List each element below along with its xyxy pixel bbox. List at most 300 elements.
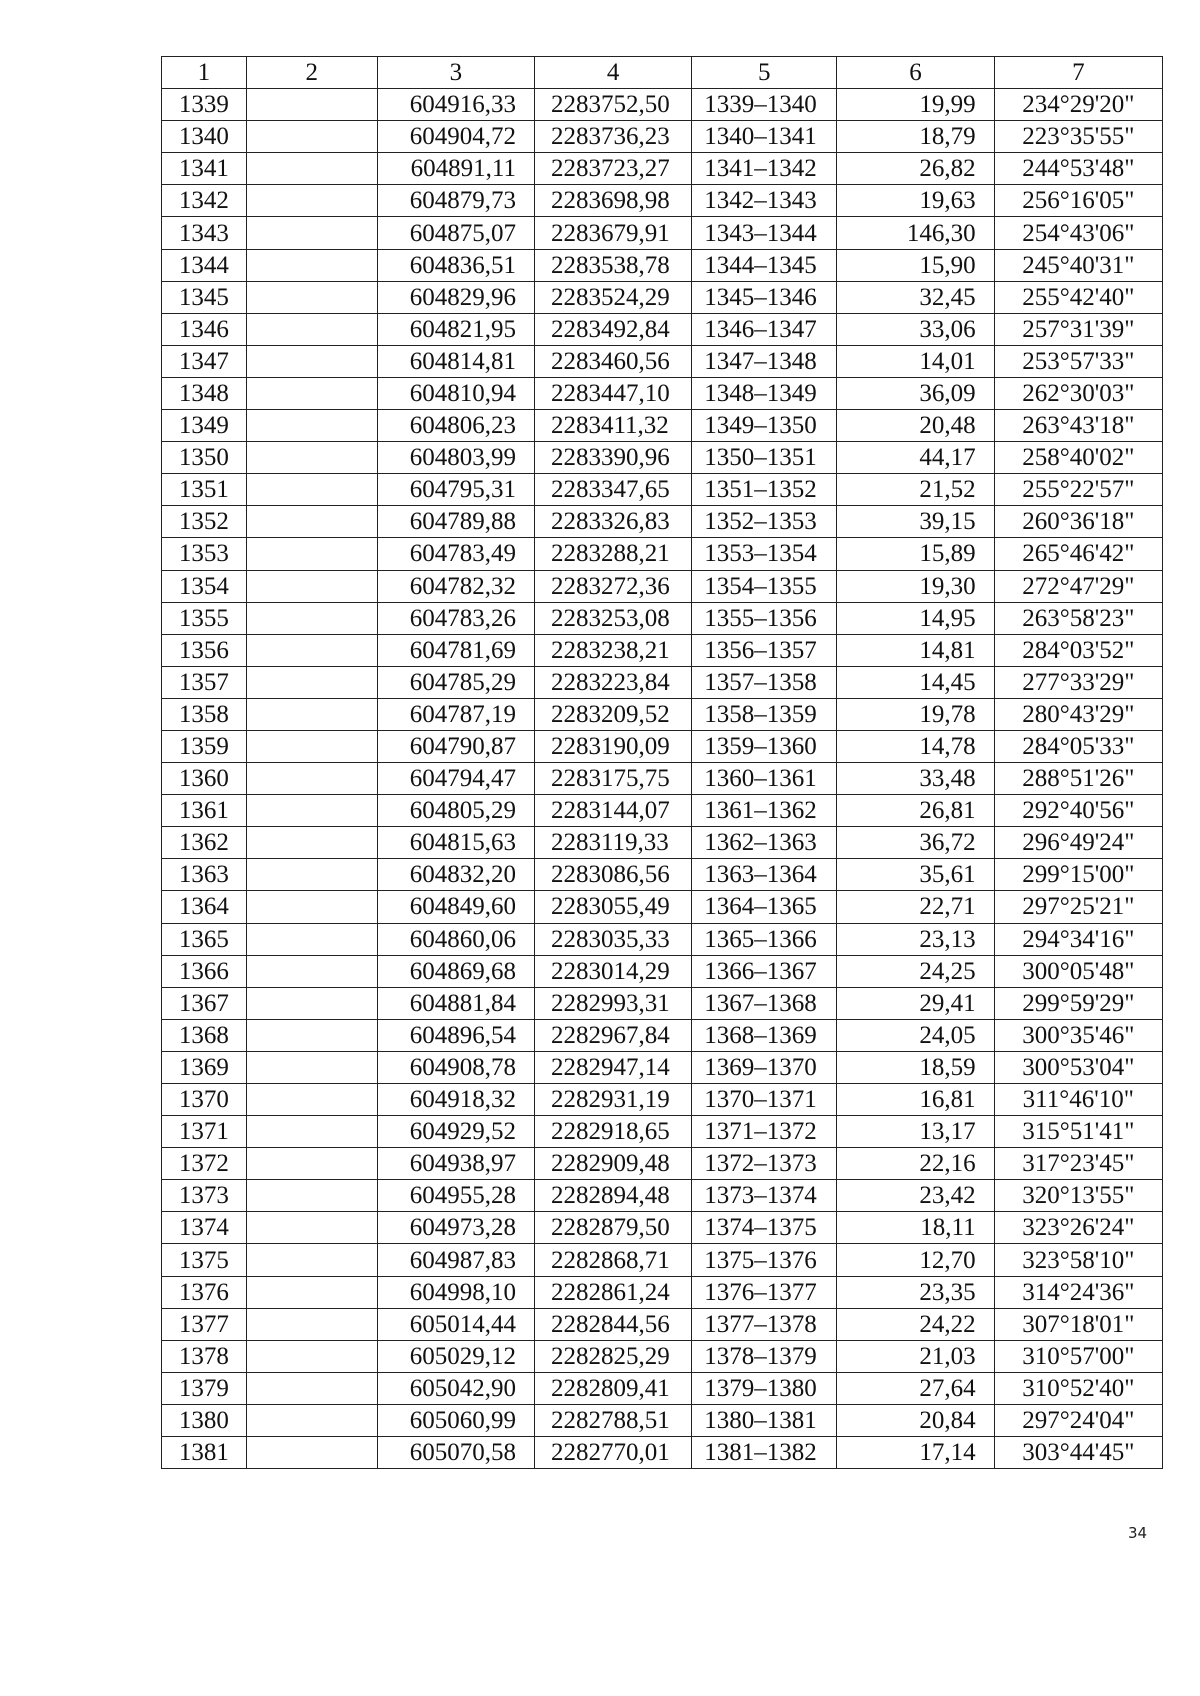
- cell-column-2: [246, 955, 377, 987]
- cell-bearing: 310°57'00": [994, 1340, 1162, 1372]
- cell-column-2: [246, 281, 377, 313]
- cell-x-coordinate: 604929,52: [377, 1116, 534, 1148]
- cell-bearing: 284°05'33": [994, 730, 1162, 762]
- cell-x-coordinate: 604987,83: [377, 1244, 534, 1276]
- cell-bearing: 263°58'23": [994, 602, 1162, 634]
- cell-segment: 1379–1380: [692, 1372, 837, 1404]
- cell-length: 22,16: [837, 1148, 994, 1180]
- cell-bearing: 317°23'45": [994, 1148, 1162, 1180]
- cell-x-coordinate: 604790,87: [377, 730, 534, 762]
- cell-y-coordinate: 2283698,98: [534, 185, 691, 217]
- cell-segment: 1375–1376: [692, 1244, 837, 1276]
- cell-column-2: [246, 345, 377, 377]
- table-row: [162, 1212, 1163, 1244]
- cell-y-coordinate: 2283272,36: [534, 570, 691, 602]
- table-row: [162, 1180, 1163, 1212]
- cell-x-coordinate: 604860,06: [377, 923, 534, 955]
- cell-y-coordinate: 2283014,29: [534, 955, 691, 987]
- cell-column-2: [246, 1437, 377, 1469]
- cell-x-coordinate: 604806,23: [377, 410, 534, 442]
- cell-column-2: [246, 698, 377, 730]
- table-row: [162, 891, 1163, 923]
- cell-segment: 1365–1366: [692, 923, 837, 955]
- cell-y-coordinate: 2282931,19: [534, 1084, 691, 1116]
- header-cell-2: 2: [246, 57, 377, 89]
- cell-segment: 1345–1346: [692, 281, 837, 313]
- cell-point-number: 1368: [162, 1019, 247, 1051]
- table-row: [162, 1340, 1163, 1372]
- cell-y-coordinate: 2283524,29: [534, 281, 691, 313]
- cell-x-coordinate: 604908,78: [377, 1051, 534, 1083]
- cell-segment: 1380–1381: [692, 1404, 837, 1436]
- table-row: [162, 827, 1163, 859]
- cell-column-2: [246, 730, 377, 762]
- cell-length: 36,72: [837, 827, 994, 859]
- cell-column-2: [246, 1372, 377, 1404]
- cell-x-coordinate: 604869,68: [377, 955, 534, 987]
- cell-column-2: [246, 442, 377, 474]
- cell-bearing: 315°51'41": [994, 1116, 1162, 1148]
- cell-length: 18,11: [837, 1212, 994, 1244]
- table-row: [162, 538, 1163, 570]
- cell-segment: 1340–1341: [692, 121, 837, 153]
- table-body: [162, 89, 1163, 1469]
- cell-bearing: 300°53'04": [994, 1051, 1162, 1083]
- cell-point-number: 1344: [162, 249, 247, 281]
- cell-point-number: 1378: [162, 1340, 247, 1372]
- cell-segment: 1360–1361: [692, 763, 837, 795]
- cell-segment: 1347–1348: [692, 345, 837, 377]
- cell-bearing: 323°26'24": [994, 1212, 1162, 1244]
- cell-x-coordinate: 605060,99: [377, 1404, 534, 1436]
- cell-point-number: 1341: [162, 153, 247, 185]
- cell-point-number: 1363: [162, 859, 247, 891]
- cell-segment: 1348–1349: [692, 377, 837, 409]
- table-row: [162, 923, 1163, 955]
- table-row: [162, 1084, 1163, 1116]
- cell-y-coordinate: 2283209,52: [534, 698, 691, 730]
- cell-segment: 1368–1369: [692, 1019, 837, 1051]
- cell-column-2: [246, 1116, 377, 1148]
- cell-point-number: 1356: [162, 634, 247, 666]
- cell-length: 20,48: [837, 410, 994, 442]
- table-row: [162, 570, 1163, 602]
- cell-bearing: 265°46'42": [994, 538, 1162, 570]
- cell-column-2: [246, 795, 377, 827]
- cell-x-coordinate: 604904,72: [377, 121, 534, 153]
- cell-point-number: 1367: [162, 987, 247, 1019]
- cell-x-coordinate: 604789,88: [377, 506, 534, 538]
- cell-column-2: [246, 474, 377, 506]
- cell-segment: 1343–1344: [692, 217, 837, 249]
- cell-point-number: 1339: [162, 89, 247, 121]
- cell-bearing: 255°22'57": [994, 474, 1162, 506]
- cell-x-coordinate: 604881,84: [377, 987, 534, 1019]
- cell-x-coordinate: 604803,99: [377, 442, 534, 474]
- table-row: [162, 1308, 1163, 1340]
- cell-segment: 1357–1358: [692, 666, 837, 698]
- cell-y-coordinate: 2283723,27: [534, 153, 691, 185]
- cell-point-number: 1374: [162, 1212, 247, 1244]
- cell-length: 13,17: [837, 1116, 994, 1148]
- cell-x-coordinate: 604879,73: [377, 185, 534, 217]
- cell-bearing: 307°18'01": [994, 1308, 1162, 1340]
- cell-point-number: 1352: [162, 506, 247, 538]
- cell-point-number: 1350: [162, 442, 247, 474]
- cell-column-2: [246, 891, 377, 923]
- cell-point-number: 1377: [162, 1308, 247, 1340]
- cell-x-coordinate: 604998,10: [377, 1276, 534, 1308]
- cell-x-coordinate: 604836,51: [377, 249, 534, 281]
- cell-point-number: 1360: [162, 763, 247, 795]
- cell-bearing: 314°24'36": [994, 1276, 1162, 1308]
- cell-y-coordinate: 2283679,91: [534, 217, 691, 249]
- cell-column-2: [246, 987, 377, 1019]
- cell-segment: 1349–1350: [692, 410, 837, 442]
- cell-bearing: 253°57'33": [994, 345, 1162, 377]
- cell-length: 33,06: [837, 313, 994, 345]
- header-row: [162, 57, 1163, 89]
- cell-y-coordinate: 2282879,50: [534, 1212, 691, 1244]
- cell-x-coordinate: 604896,54: [377, 1019, 534, 1051]
- cell-bearing: 296°49'24": [994, 827, 1162, 859]
- cell-segment: 1355–1356: [692, 602, 837, 634]
- cell-bearing: 277°33'29": [994, 666, 1162, 698]
- cell-bearing: 297°25'21": [994, 891, 1162, 923]
- cell-length: 19,99: [837, 89, 994, 121]
- header-cell-3: 3: [377, 57, 534, 89]
- cell-length: 14,78: [837, 730, 994, 762]
- table-row: [162, 442, 1163, 474]
- cell-bearing: 294°34'16": [994, 923, 1162, 955]
- cell-point-number: 1365: [162, 923, 247, 955]
- cell-x-coordinate: 604787,19: [377, 698, 534, 730]
- table-row: [162, 634, 1163, 666]
- cell-length: 12,70: [837, 1244, 994, 1276]
- table-row: [162, 474, 1163, 506]
- cell-x-coordinate: 604821,95: [377, 313, 534, 345]
- cell-x-coordinate: 604829,96: [377, 281, 534, 313]
- cell-segment: 1354–1355: [692, 570, 837, 602]
- table-row: [162, 1372, 1163, 1404]
- table-row: [162, 506, 1163, 538]
- cell-length: 36,09: [837, 377, 994, 409]
- cell-length: 26,81: [837, 795, 994, 827]
- cell-y-coordinate: 2283752,50: [534, 89, 691, 121]
- cell-length: 23,42: [837, 1180, 994, 1212]
- cell-y-coordinate: 2283447,10: [534, 377, 691, 409]
- cell-column-2: [246, 1212, 377, 1244]
- table-row: [162, 987, 1163, 1019]
- cell-y-coordinate: 2283538,78: [534, 249, 691, 281]
- cell-segment: 1344–1345: [692, 249, 837, 281]
- cell-bearing: 280°43'29": [994, 698, 1162, 730]
- cell-point-number: 1362: [162, 827, 247, 859]
- cell-length: 19,78: [837, 698, 994, 730]
- cell-bearing: 303°44'45": [994, 1437, 1162, 1469]
- cell-x-coordinate: 605070,58: [377, 1437, 534, 1469]
- cell-point-number: 1353: [162, 538, 247, 570]
- cell-y-coordinate: 2282825,29: [534, 1340, 691, 1372]
- cell-length: 22,71: [837, 891, 994, 923]
- table-row: [162, 249, 1163, 281]
- cell-y-coordinate: 2283223,84: [534, 666, 691, 698]
- cell-bearing: 263°43'18": [994, 410, 1162, 442]
- table-row: [162, 730, 1163, 762]
- cell-length: 19,30: [837, 570, 994, 602]
- cell-y-coordinate: 2283288,21: [534, 538, 691, 570]
- table-row: [162, 763, 1163, 795]
- cell-x-coordinate: 604814,81: [377, 345, 534, 377]
- table-row: [162, 313, 1163, 345]
- cell-segment: 1381–1382: [692, 1437, 837, 1469]
- cell-bearing: 299°59'29": [994, 987, 1162, 1019]
- cell-x-coordinate: 604815,63: [377, 827, 534, 859]
- cell-length: 24,25: [837, 955, 994, 987]
- cell-length: 14,95: [837, 602, 994, 634]
- table-row: [162, 89, 1163, 121]
- cell-length: 29,41: [837, 987, 994, 1019]
- cell-y-coordinate: 2283736,23: [534, 121, 691, 153]
- table-row: [162, 1244, 1163, 1276]
- cell-y-coordinate: 2282967,84: [534, 1019, 691, 1051]
- cell-x-coordinate: 604916,33: [377, 89, 534, 121]
- cell-x-coordinate: 604781,69: [377, 634, 534, 666]
- cell-x-coordinate: 604783,49: [377, 538, 534, 570]
- cell-bearing: 254°43'06": [994, 217, 1162, 249]
- cell-length: 14,45: [837, 666, 994, 698]
- cell-segment: 1377–1378: [692, 1308, 837, 1340]
- cell-x-coordinate: 604875,07: [377, 217, 534, 249]
- cell-point-number: 1376: [162, 1276, 247, 1308]
- cell-bearing: 299°15'00": [994, 859, 1162, 891]
- cell-column-2: [246, 859, 377, 891]
- cell-y-coordinate: 2283326,83: [534, 506, 691, 538]
- cell-x-coordinate: 604795,31: [377, 474, 534, 506]
- cell-length: 23,13: [837, 923, 994, 955]
- cell-point-number: 1349: [162, 410, 247, 442]
- cell-y-coordinate: 2283238,21: [534, 634, 691, 666]
- cell-length: 14,81: [837, 634, 994, 666]
- cell-segment: 1358–1359: [692, 698, 837, 730]
- cell-x-coordinate: 604805,29: [377, 795, 534, 827]
- cell-y-coordinate: 2283055,49: [534, 891, 691, 923]
- cell-column-2: [246, 1051, 377, 1083]
- cell-segment: 1374–1375: [692, 1212, 837, 1244]
- cell-bearing: 284°03'52": [994, 634, 1162, 666]
- cell-length: 17,14: [837, 1437, 994, 1469]
- cell-length: 24,05: [837, 1019, 994, 1051]
- cell-y-coordinate: 2282809,41: [534, 1372, 691, 1404]
- table-row: [162, 795, 1163, 827]
- cell-x-coordinate: 604849,60: [377, 891, 534, 923]
- cell-column-2: [246, 666, 377, 698]
- cell-column-2: [246, 602, 377, 634]
- cell-bearing: 288°51'26": [994, 763, 1162, 795]
- cell-bearing: 320°13'55": [994, 1180, 1162, 1212]
- cell-segment: 1364–1365: [692, 891, 837, 923]
- cell-column-2: [246, 1180, 377, 1212]
- cell-point-number: 1357: [162, 666, 247, 698]
- cell-segment: 1367–1368: [692, 987, 837, 1019]
- cell-x-coordinate: 604783,26: [377, 602, 534, 634]
- cell-y-coordinate: 2283460,56: [534, 345, 691, 377]
- cell-x-coordinate: 604918,32: [377, 1084, 534, 1116]
- cell-column-2: [246, 1148, 377, 1180]
- cell-bearing: 257°31'39": [994, 313, 1162, 345]
- table-row: [162, 377, 1163, 409]
- header-cell-1: 1: [162, 57, 247, 89]
- cell-point-number: 1345: [162, 281, 247, 313]
- cell-segment: 1342–1343: [692, 185, 837, 217]
- cell-length: 15,90: [837, 249, 994, 281]
- cell-segment: 1369–1370: [692, 1051, 837, 1083]
- cell-column-2: [246, 1308, 377, 1340]
- cell-y-coordinate: 2283144,07: [534, 795, 691, 827]
- cell-length: 18,79: [837, 121, 994, 153]
- cell-bearing: 258°40'02": [994, 442, 1162, 474]
- cell-column-2: [246, 89, 377, 121]
- cell-length: 23,35: [837, 1276, 994, 1308]
- header-cell-7: 7: [994, 57, 1162, 89]
- cell-y-coordinate: 2283390,96: [534, 442, 691, 474]
- header-cell-6: 6: [837, 57, 994, 89]
- cell-segment: 1350–1351: [692, 442, 837, 474]
- cell-column-2: [246, 634, 377, 666]
- cell-x-coordinate: 604973,28: [377, 1212, 534, 1244]
- cell-x-coordinate: 605014,44: [377, 1308, 534, 1340]
- cell-bearing: 244°53'48": [994, 153, 1162, 185]
- cell-length: 24,22: [837, 1308, 994, 1340]
- cell-y-coordinate: 2283411,32: [534, 410, 691, 442]
- cell-bearing: 256°16'05": [994, 185, 1162, 217]
- cell-y-coordinate: 2282918,65: [534, 1116, 691, 1148]
- cell-point-number: 1373: [162, 1180, 247, 1212]
- cell-segment: 1376–1377: [692, 1276, 837, 1308]
- cell-segment: 1356–1357: [692, 634, 837, 666]
- cell-point-number: 1358: [162, 698, 247, 730]
- cell-column-2: [246, 538, 377, 570]
- cell-length: 35,61: [837, 859, 994, 891]
- cell-segment: 1341–1342: [692, 153, 837, 185]
- cell-bearing: 300°35'46": [994, 1019, 1162, 1051]
- cell-column-2: [246, 1404, 377, 1436]
- table-row: [162, 1437, 1163, 1469]
- cell-point-number: 1371: [162, 1116, 247, 1148]
- table-row: [162, 1019, 1163, 1051]
- header-cell-5: 5: [692, 57, 837, 89]
- cell-column-2: [246, 121, 377, 153]
- table-header: [162, 57, 1163, 89]
- cell-x-coordinate: 604782,32: [377, 570, 534, 602]
- table-row: [162, 345, 1163, 377]
- cell-segment: 1346–1347: [692, 313, 837, 345]
- cell-y-coordinate: 2282947,14: [534, 1051, 691, 1083]
- cell-segment: 1359–1360: [692, 730, 837, 762]
- cell-bearing: 255°42'40": [994, 281, 1162, 313]
- cell-segment: 1362–1363: [692, 827, 837, 859]
- cell-segment: 1366–1367: [692, 955, 837, 987]
- cell-column-2: [246, 1084, 377, 1116]
- cell-x-coordinate: 605042,90: [377, 1372, 534, 1404]
- cell-length: 27,64: [837, 1372, 994, 1404]
- table-row: [162, 281, 1163, 313]
- cell-point-number: 1342: [162, 185, 247, 217]
- cell-point-number: 1375: [162, 1244, 247, 1276]
- table-row: [162, 1148, 1163, 1180]
- cell-point-number: 1351: [162, 474, 247, 506]
- cell-y-coordinate: 2282788,51: [534, 1404, 691, 1436]
- table-row: [162, 602, 1163, 634]
- cell-x-coordinate: 605029,12: [377, 1340, 534, 1372]
- cell-y-coordinate: 2283253,08: [534, 602, 691, 634]
- cell-x-coordinate: 604810,94: [377, 377, 534, 409]
- cell-segment: 1352–1353: [692, 506, 837, 538]
- table-row: [162, 153, 1163, 185]
- cell-column-2: [246, 153, 377, 185]
- cell-y-coordinate: 2283035,33: [534, 923, 691, 955]
- cell-point-number: 1380: [162, 1404, 247, 1436]
- cell-column-2: [246, 570, 377, 602]
- table-row: [162, 859, 1163, 891]
- cell-point-number: 1369: [162, 1051, 247, 1083]
- cell-y-coordinate: 2283190,09: [534, 730, 691, 762]
- cell-column-2: [246, 410, 377, 442]
- cell-point-number: 1364: [162, 891, 247, 923]
- cell-y-coordinate: 2283175,75: [534, 763, 691, 795]
- table-row: [162, 410, 1163, 442]
- cell-bearing: 311°46'10": [994, 1084, 1162, 1116]
- cell-column-2: [246, 923, 377, 955]
- header-cell-4: 4: [534, 57, 691, 89]
- cell-bearing: 234°29'20": [994, 89, 1162, 121]
- cell-y-coordinate: 2283347,65: [534, 474, 691, 506]
- cell-y-coordinate: 2282861,24: [534, 1276, 691, 1308]
- cell-x-coordinate: 604832,20: [377, 859, 534, 891]
- cell-x-coordinate: 604785,29: [377, 666, 534, 698]
- cell-column-2: [246, 377, 377, 409]
- cell-point-number: 1348: [162, 377, 247, 409]
- table-row: [162, 121, 1163, 153]
- cell-length: 21,52: [837, 474, 994, 506]
- table-row: [162, 1051, 1163, 1083]
- cell-point-number: 1359: [162, 730, 247, 762]
- page-number: 34: [1128, 1524, 1148, 1542]
- cell-column-2: [246, 185, 377, 217]
- cell-segment: 1339–1340: [692, 89, 837, 121]
- cell-length: 39,15: [837, 506, 994, 538]
- cell-column-2: [246, 763, 377, 795]
- cell-point-number: 1379: [162, 1372, 247, 1404]
- cell-length: 18,59: [837, 1051, 994, 1083]
- cell-length: 16,81: [837, 1084, 994, 1116]
- cell-y-coordinate: 2283086,56: [534, 859, 691, 891]
- table-row: [162, 1404, 1163, 1436]
- cell-segment: 1361–1362: [692, 795, 837, 827]
- cell-point-number: 1347: [162, 345, 247, 377]
- cell-segment: 1363–1364: [692, 859, 837, 891]
- cell-length: 32,45: [837, 281, 994, 313]
- cell-length: 33,48: [837, 763, 994, 795]
- cell-point-number: 1340: [162, 121, 247, 153]
- cell-length: 15,89: [837, 538, 994, 570]
- cell-x-coordinate: 604938,97: [377, 1148, 534, 1180]
- cell-column-2: [246, 506, 377, 538]
- cell-point-number: 1381: [162, 1437, 247, 1469]
- cell-point-number: 1355: [162, 602, 247, 634]
- cell-column-2: [246, 217, 377, 249]
- cell-segment: 1353–1354: [692, 538, 837, 570]
